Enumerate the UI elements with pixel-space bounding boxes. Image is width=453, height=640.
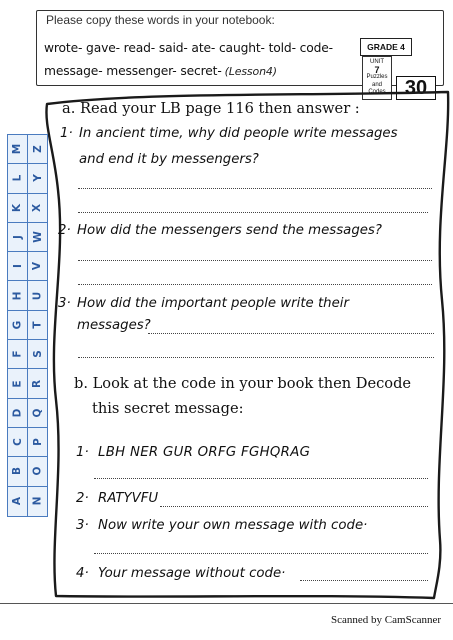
cipher-row — [8, 164, 47, 193]
unit-line-1: Puzzles — [366, 74, 388, 80]
cipher-code-letter — [28, 135, 47, 164]
cipher-code-letter-text: W — [31, 231, 44, 243]
cipher-code-letter — [28, 428, 47, 457]
section-b-title-line-1: b. Look at the code in your book then Decode — [74, 375, 412, 392]
decode-answer-line-4[interactable] — [300, 580, 428, 581]
cipher-plain-letter — [8, 223, 28, 252]
cipher-row — [8, 223, 47, 252]
decode-item-2-number: 2· — [76, 491, 89, 506]
cipher-code-letter-text: Y — [31, 174, 44, 183]
cipher-plain-letter — [8, 164, 28, 193]
cipher-plain-letter — [8, 135, 28, 164]
question-3-line-2: messages? — [77, 318, 151, 333]
cipher-plain-letter-text: J — [11, 235, 24, 239]
page-number: 30 — [396, 76, 436, 100]
cipher-row — [8, 369, 47, 398]
unit-line-2: and — [371, 81, 382, 88]
cipher-code-letter-text: Z — [31, 145, 44, 153]
cipher-key — [7, 134, 48, 517]
cipher-row — [8, 428, 47, 457]
cipher-code-letter — [28, 252, 47, 281]
cipher-plain-letter — [8, 311, 28, 340]
decode-answer-line-3[interactable] — [94, 553, 428, 554]
answer-line-2b[interactable] — [78, 284, 432, 285]
cipher-plain-letter — [8, 487, 28, 516]
decode-answer-line-1[interactable] — [94, 478, 428, 479]
cipher-plain-letter — [8, 194, 28, 223]
cipher-row — [8, 457, 47, 486]
cipher-plain-letter-text: I — [11, 264, 24, 269]
cipher-plain-letter-text: B — [11, 467, 24, 476]
cipher-row — [8, 252, 47, 281]
cipher-plain-letter — [8, 281, 28, 310]
question-3-number: 3· — [58, 296, 71, 311]
cipher-plain-letter — [8, 340, 28, 369]
unit-number: 7 — [374, 64, 380, 75]
cipher-code-letter — [28, 457, 47, 486]
cipher-code-letter-text: O — [31, 466, 44, 476]
cipher-code-letter-text: T — [31, 321, 44, 329]
decode-item-1-number: 1· — [76, 445, 89, 460]
answer-line-1a[interactable] — [78, 188, 432, 189]
cipher-code-letter — [28, 487, 47, 516]
question-3-line-1: How did the important people write their — [77, 296, 349, 311]
cipher-code-letter — [28, 369, 47, 398]
cipher-row — [8, 487, 47, 516]
vocabulary-line-2-words: message- messenger- secret- — [44, 64, 222, 78]
cipher-code-letter-text: X — [31, 203, 44, 212]
cipher-row — [8, 340, 47, 369]
footer-divider — [0, 603, 453, 604]
decode-item-4-number: 4· — [76, 566, 89, 581]
cipher-plain-letter-text: C — [11, 438, 24, 446]
cipher-code-letter — [28, 399, 47, 428]
decode-answer-line-2[interactable] — [160, 506, 428, 507]
cipher-plain-letter-text: L — [11, 175, 24, 182]
grade-label: GRADE 4 — [360, 38, 412, 56]
cipher-row — [8, 311, 47, 340]
unit-label: UNIT — [370, 59, 384, 65]
copy-instruction: Please copy these words in your notebook: — [46, 13, 275, 27]
question-1-line-2: and end it by messengers? — [79, 152, 259, 167]
answer-line-2a[interactable] — [78, 260, 432, 261]
cipher-plain-letter-text: H — [11, 291, 24, 301]
decode-item-2-text: RATYVFU — [98, 491, 159, 506]
cipher-plain-letter — [8, 457, 28, 486]
decode-item-1-text: LBH NER GUR ORFG FGHQRAG — [98, 445, 311, 460]
cipher-code-letter — [28, 223, 47, 252]
answer-line-1b[interactable] — [78, 212, 428, 213]
section-a-title: a. Read your LB page 116 then answer : — [62, 100, 360, 117]
cipher-plain-letter — [8, 252, 28, 281]
cipher-code-letter — [28, 194, 47, 223]
cipher-code-letter — [28, 164, 47, 193]
scanner-watermark: Scanned by CamScanner — [331, 614, 441, 626]
cipher-code-letter-text: P — [31, 438, 44, 446]
decode-item-3-text: Now write your own message with code· — [98, 518, 368, 533]
cipher-plain-letter — [8, 369, 28, 398]
cipher-code-letter-text: N — [31, 496, 44, 506]
cipher-row — [8, 399, 47, 428]
answer-line-3a[interactable] — [148, 333, 434, 334]
cipher-code-letter-text: S — [31, 350, 44, 358]
vocabulary-line-1: wrote- gave- read- said- ate- caught- told- code- — [44, 41, 333, 55]
cipher-plain-letter — [8, 399, 28, 428]
decode-item-4-text: Your message without code· — [98, 566, 286, 581]
cipher-code-letter-text: U — [31, 291, 44, 300]
question-2-number: 2· — [58, 223, 71, 238]
answer-line-3b[interactable] — [78, 357, 434, 358]
cipher-code-letter-text: Q — [31, 408, 44, 418]
cipher-row — [8, 194, 47, 223]
decode-item-3-number: 3· — [76, 518, 89, 533]
cipher-plain-letter-text: E — [11, 379, 24, 388]
cipher-code-letter — [28, 311, 47, 340]
cipher-code-letter — [28, 340, 47, 369]
question-1-line-1: In ancient time, why did people write messages — [79, 126, 398, 141]
cipher-plain-letter-text: D — [11, 408, 24, 418]
cipher-row — [8, 135, 47, 164]
cipher-plain-letter-text: M — [11, 143, 24, 155]
section-b-title-line-2: this secret message: — [92, 400, 244, 417]
cipher-plain-letter-text: G — [11, 320, 24, 330]
cipher-code-letter-text: V — [31, 262, 44, 271]
cipher-plain-letter-text: A — [11, 497, 24, 506]
cipher-plain-letter-text: K — [11, 203, 24, 212]
cipher-code-letter — [28, 281, 47, 310]
question-2-line-1: How did the messengers send the messages? — [77, 223, 382, 238]
cipher-plain-letter-text: F — [11, 350, 24, 358]
unit-line-3: Codes — [368, 89, 386, 95]
cipher-row — [8, 281, 47, 310]
cipher-code-letter-text: R — [31, 379, 44, 388]
cipher-plain-letter — [8, 428, 28, 457]
lesson-tag: (Lesson4) — [224, 65, 277, 78]
question-1-number: 1· — [60, 126, 73, 141]
